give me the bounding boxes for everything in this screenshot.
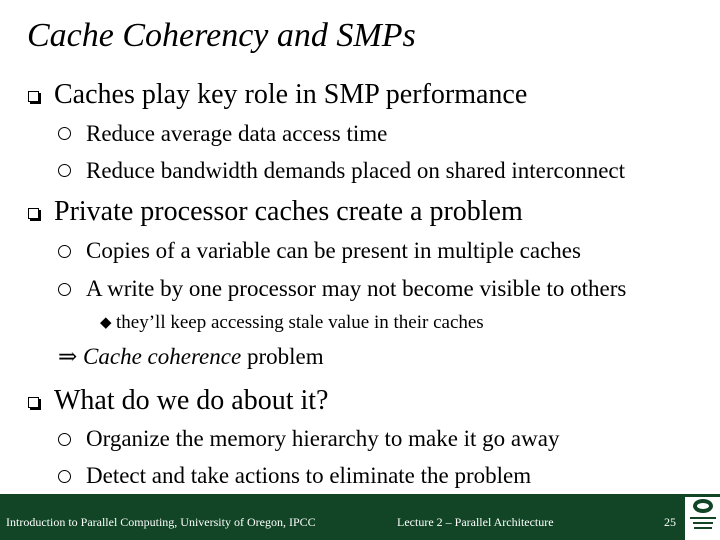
hollow-circle-bullet-icon	[58, 433, 71, 446]
hollow-square-bullet-icon	[28, 208, 39, 219]
bullet-text: they’ll keep accessing stale value in their caches	[116, 312, 484, 333]
bullet-text: Private processor caches create a problem	[54, 196, 523, 227]
hollow-circle-bullet-icon	[58, 245, 71, 258]
bullet-text: Copies of a variable can be present in multiple caches	[86, 238, 581, 263]
bullet-text: Reduce bandwidth demands placed on shared interconnect	[86, 158, 626, 183]
hollow-square-bullet-icon	[28, 91, 39, 102]
hollow-circle-bullet-icon	[58, 127, 71, 140]
emphasis-text: Cache coherence	[83, 344, 242, 369]
bullet-text: What do we do about it?	[54, 385, 329, 416]
footer-bar	[0, 494, 720, 540]
slide-title: Cache Coherency and SMPs	[27, 17, 416, 54]
bullet-text: A write by one processor may not become visible to others	[86, 276, 627, 301]
hollow-circle-bullet-icon	[58, 283, 71, 296]
bullet-text: Organize the memory hierarchy to make it go away	[86, 426, 560, 451]
diamond-bullet-icon: ◆	[100, 315, 112, 331]
footer-lecture: Lecture 2 – Parallel Architecture	[397, 515, 554, 529]
bullet-text: Caches play key role in SMP performance	[54, 79, 528, 110]
hollow-circle-bullet-icon	[58, 470, 71, 483]
hollow-circle-bullet-icon	[58, 164, 71, 177]
bullet-text: Reduce average data access time	[86, 121, 388, 146]
bullet-text: problem	[241, 344, 324, 369]
bullet-text: Detect and take actions to eliminate the problem	[86, 463, 532, 488]
hollow-square-bullet-icon	[28, 397, 39, 408]
footer-course: Introduction to Parallel Computing, University of Oregon, IPCC	[6, 515, 316, 529]
implies-arrow-icon: ⇒	[58, 344, 78, 369]
implication-line	[58, 343, 324, 371]
university-of-oregon-logo-icon	[685, 497, 720, 540]
page-number: 25	[664, 515, 676, 529]
